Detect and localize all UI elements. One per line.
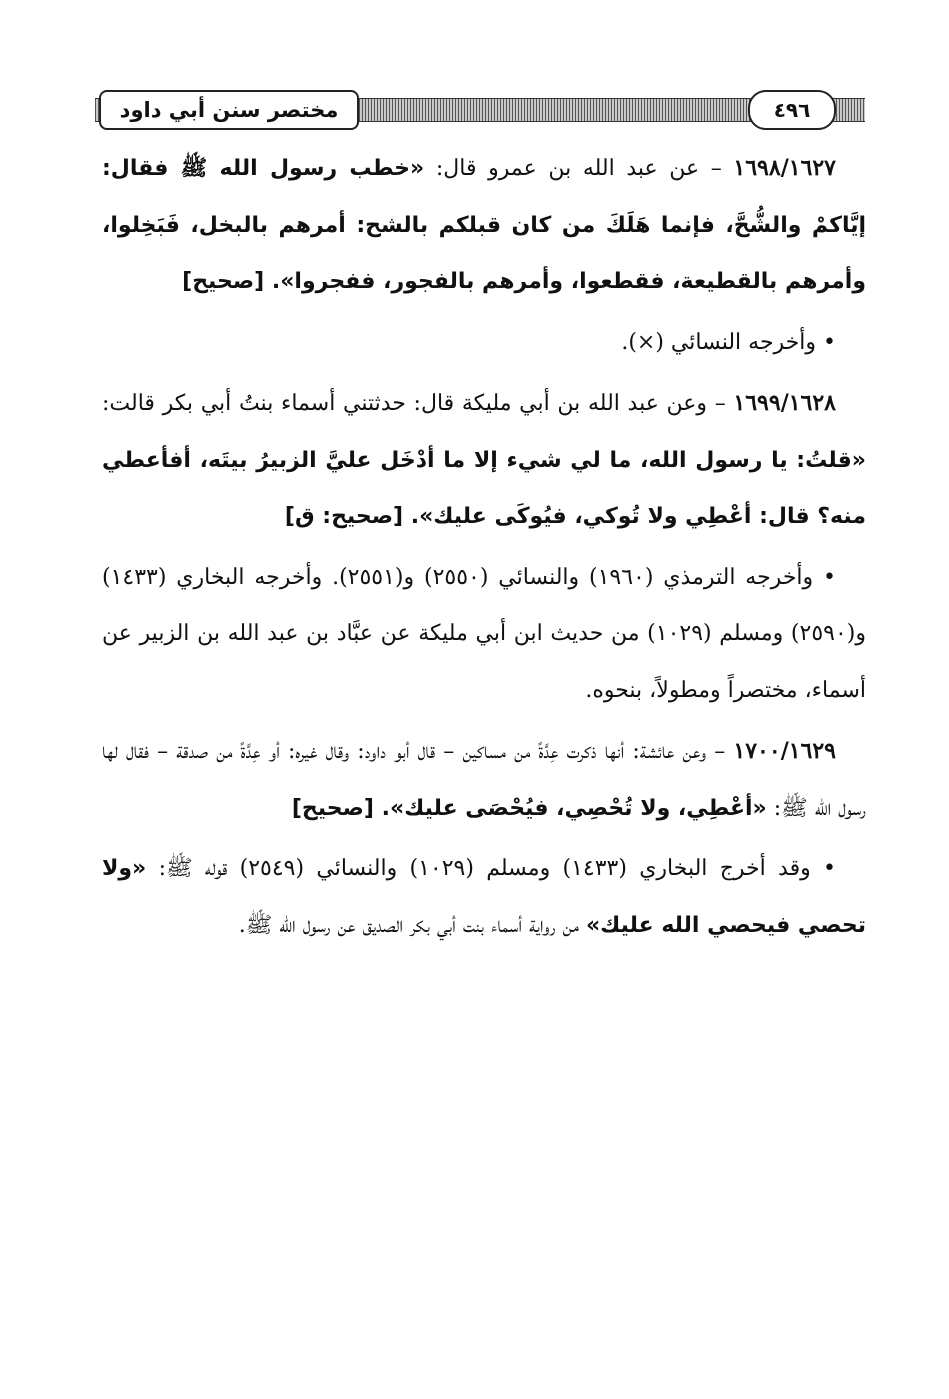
hadith-text: «أعْطِي، ولا تُحْصِي، فيُحْصَى عليك». [صحيح] xyxy=(291,795,767,821)
hadith-text: «قلتُ: يا رسول الله، ما لي شيء إلا ما أدْخَل عليَّ الزبيرُ بيتَه، أفأعطي منه؟ قال: أعْطِي ولا تُوكي، فيُوكَى عليك». [صحيح: ق] xyxy=(102,447,866,529)
hadith-1698 xyxy=(102,140,866,311)
takhrij-quote: «ولا تحصي فيحصي الله عليك» xyxy=(102,856,866,938)
hadith-1700 xyxy=(102,723,866,837)
hadith-1699 xyxy=(102,375,866,546)
hadith-intro: – وعن عبد الله بن أبي مليكة قال: حدثتني أسماء بنتُ أبي بكر قالت: xyxy=(102,391,734,416)
hadith-intro: – وعن عائشة: أنها ذكرت عِدَّةً من مساكين – قال أبو داود: وقال غيره: أو عِدَّةً من صدقة – فقال لها رسول الله ﷺ: xyxy=(102,739,866,821)
hadith-number: ١٧٠٠/١٦٢٩ xyxy=(733,738,836,764)
hadith-text: «خطب رسول الله ﷺ فقال: إيَّاكمْ والشُّحَّ، فإنما هَلَكَ من كان قبلكم بالشح: أمرهم بالبخل، فَبَخِلوا، وأمرهم بالقطيعة، فقطعوا، وأمرهم بالفجور، ففجروا». [صحيح] xyxy=(102,156,866,294)
page-body xyxy=(102,140,866,958)
book-title: مختصر سنن أبي داود xyxy=(99,90,359,130)
page-number: ٤٩٦ xyxy=(748,90,836,130)
hadith-number: ١٦٩٨/١٦٢٧ xyxy=(733,155,836,181)
takhrij-prefix: • وقد أخرج البخاري (١٤٣٣) ومسلم (١٠٢٩) والنسائي (٢٥٤٩) قوله ﷺ: xyxy=(146,856,836,881)
takhrij-1698: • وأخرجه النسائي (×). xyxy=(621,329,836,355)
takhrij-suffix: من رواية أسماء بنت أبي بكر الصديق عن رسول الله ﷺ. xyxy=(238,912,586,938)
takhrij-1700 xyxy=(102,841,866,954)
hadith-intro: – عن عبد الله بن عمرو قال: xyxy=(424,156,734,181)
hadith-number: ١٦٩٩/١٦٢٨ xyxy=(733,390,836,416)
page-header xyxy=(95,90,865,134)
takhrij-1699: • وأخرجه الترمذي (١٩٦٠) والنسائي (٢٥٥٠) و(٢٥٥١). وأخرجه البخاري (١٤٣٣) و(٢٥٩٠) ومسلم (١٠٢٩) من حديث ابن أبي مليكة عن عبَّاد بن عبد الله بن الزبير عن أسماء، مختصراً ومطولاً، بنحوه. xyxy=(102,564,866,703)
